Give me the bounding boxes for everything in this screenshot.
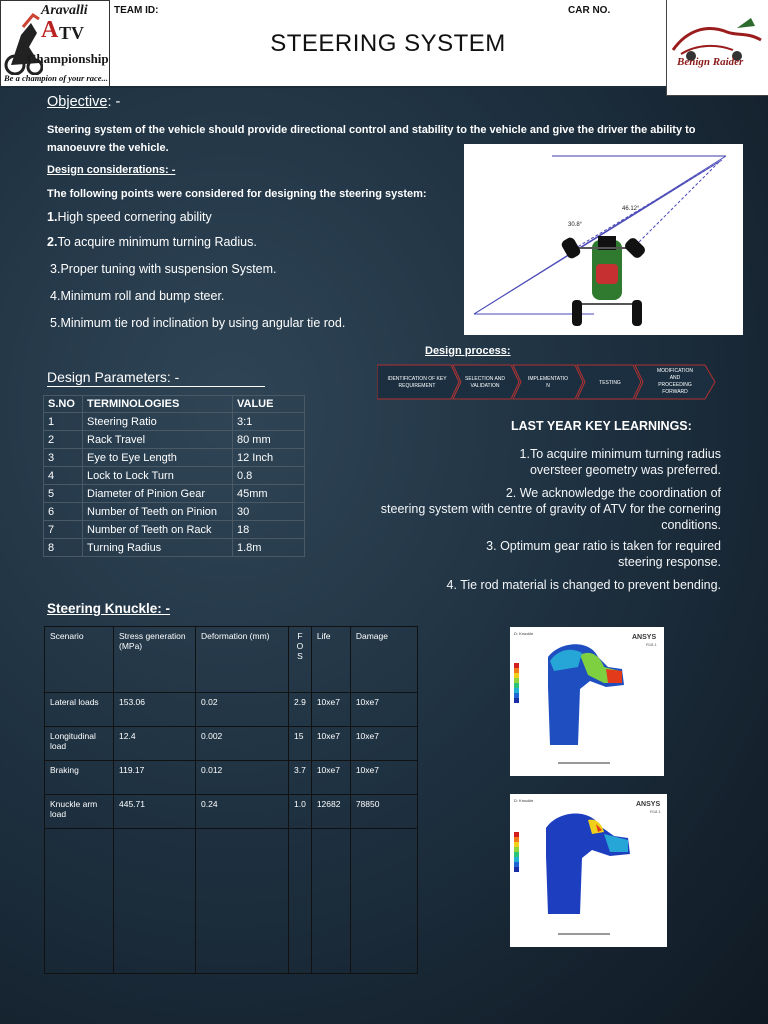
table-row: 2 Rack Travel 80 mm [44, 431, 305, 449]
logo-line2: A [41, 17, 59, 43]
logo-line4: Championship [27, 51, 109, 66]
svg-text:MODIFICATION: MODIFICATION [656, 368, 694, 374]
design-considerations-intro: The following points were considered for designing the steering system: [47, 188, 427, 200]
svg-text:FORWARD: FORWARD [662, 389, 688, 395]
table-row: Knuckle arm load 445.71 0.24 1.0 12682 78850 [45, 795, 418, 829]
svg-text:PROCEEDING: PROCEEDING [658, 382, 692, 388]
table-row: Lateral loads 153.06 0.02 2.9 10xe7 10xe7 [45, 693, 418, 727]
ackermann-diagram [464, 144, 743, 335]
header-divider [0, 86, 666, 88]
logo-line3: TV [59, 23, 85, 43]
consideration-item: 1.High speed cornering ability [47, 210, 212, 224]
table-row: 7 Number of Teeth on Rack 18 [44, 521, 305, 539]
svg-text:SELECTION AND: SELECTION AND [464, 376, 506, 382]
table-row: 1 Steering Ratio 3:1 [44, 413, 305, 431]
left-angle-label: 30.8° [568, 222, 583, 228]
learning-item: 3. Optimum gear ratio is taken for required steering response. [486, 539, 721, 569]
table-row: 3 Eye to Eye Length 12 Inch [44, 449, 305, 467]
learning-item: 1.To acquire minimum turning radius oversteer geometry was preferred. [519, 447, 721, 477]
svg-text:IMPLEMENTATIO: IMPLEMENTATIO [527, 376, 569, 382]
svg-text:R18.1: R18.1 [650, 809, 661, 814]
benign-raider-logo [666, 0, 768, 96]
process-step [377, 365, 459, 399]
objective-heading: Objective: - [47, 94, 121, 110]
svg-text:D: Knuckle: D: Knuckle [514, 631, 534, 636]
design-parameters-table [43, 395, 305, 557]
svg-text:TESTING: TESTING [599, 380, 621, 386]
design-parameters-heading: Design Parameters: - [47, 369, 180, 385]
svg-text:N: N [546, 383, 550, 389]
car-no-label: CAR NO. [568, 5, 611, 16]
consideration-item: 5.Minimum tie rod inclination by using angular tie rod. [50, 316, 346, 330]
heading-underline [47, 386, 265, 387]
logo-text: Benign Raider [677, 56, 744, 68]
consideration-item: 2.To acquire minimum turning Radius. [47, 235, 257, 249]
consideration-item: 4.Minimum roll and bump steer. [50, 289, 225, 303]
table-header-row: S.NO TERMINOLOGIES VALUE [44, 396, 305, 413]
objective-text: Steering system of the vehicle should provide directional control and stability to the vehicle and give the driver the ability to manoeuvre the vehicle. [47, 124, 696, 154]
color-legend [514, 832, 519, 872]
process-step [635, 365, 715, 399]
svg-text:R18.1: R18.1 [646, 642, 657, 647]
table-header-row: Scenario Stress generation (MPa) Deformation (mm) F O S Life Damage [45, 627, 418, 693]
table-row: 8 Turning Radius 1.8m [44, 539, 305, 557]
page-title: STEERING SYSTEM [270, 30, 506, 57]
last-year-heading: LAST YEAR KEY LEARNINGS: [511, 419, 692, 433]
svg-text:D: Knuckle: D: Knuckle [514, 798, 534, 803]
design-process-flow [377, 364, 717, 400]
ansys-label: ANSYS [636, 801, 661, 808]
svg-text:IDENTIFICATION OF KEY: IDENTIFICATION OF KEY [387, 376, 447, 382]
ansys-stress-image [510, 627, 664, 776]
color-legend [514, 663, 519, 703]
aravalli-atv-logo [0, 0, 110, 88]
logo-line1: Aravalli [41, 3, 88, 18]
knuckle-analysis-table [44, 626, 418, 974]
table-row: 4 Lock to Lock Turn 0.8 [44, 467, 305, 485]
svg-text:AND: AND [669, 375, 681, 381]
ansys-deformation-image [510, 794, 667, 947]
svg-text:VALIDATION: VALIDATION [470, 383, 500, 389]
table-row: Longitudinal load 12.4 0.002 15 10xe7 10xe7 [45, 727, 418, 761]
learning-item: 4. Tie rod material is changed to prevent bending. [446, 578, 721, 592]
design-considerations-heading: Design considerations: - [47, 164, 176, 176]
consideration-item: 3.Proper tuning with suspension System. [50, 262, 277, 276]
table-row: 5 Diameter of Pinion Gear 45mm [44, 485, 305, 503]
table-row: 6 Number of Teeth on Pinion 30 [44, 503, 305, 521]
process-step [513, 365, 583, 399]
design-process-label: Design process: [425, 345, 511, 357]
table-empty-row [45, 829, 418, 974]
ansys-label: ANSYS [632, 634, 657, 641]
team-id-label: TEAM ID: [114, 5, 159, 16]
table-row: Braking 119.17 0.012 3.7 10xe7 10xe7 [45, 761, 418, 795]
learning-item: 2. We acknowledge the coordination of steering system with centre of gravity of ATV for the cornering conditions. [380, 486, 721, 532]
process-step [453, 365, 519, 399]
logo-tagline: Be a champion of your race... [4, 73, 108, 83]
svg-text:REQUIREMENT: REQUIREMENT [398, 383, 436, 389]
atv-frame [560, 236, 647, 326]
process-step [577, 365, 641, 399]
steering-knuckle-heading: Steering Knuckle: - [47, 601, 171, 616]
steering-geometry-figure [464, 144, 743, 335]
right-angle-label: 46.12° [622, 206, 640, 212]
